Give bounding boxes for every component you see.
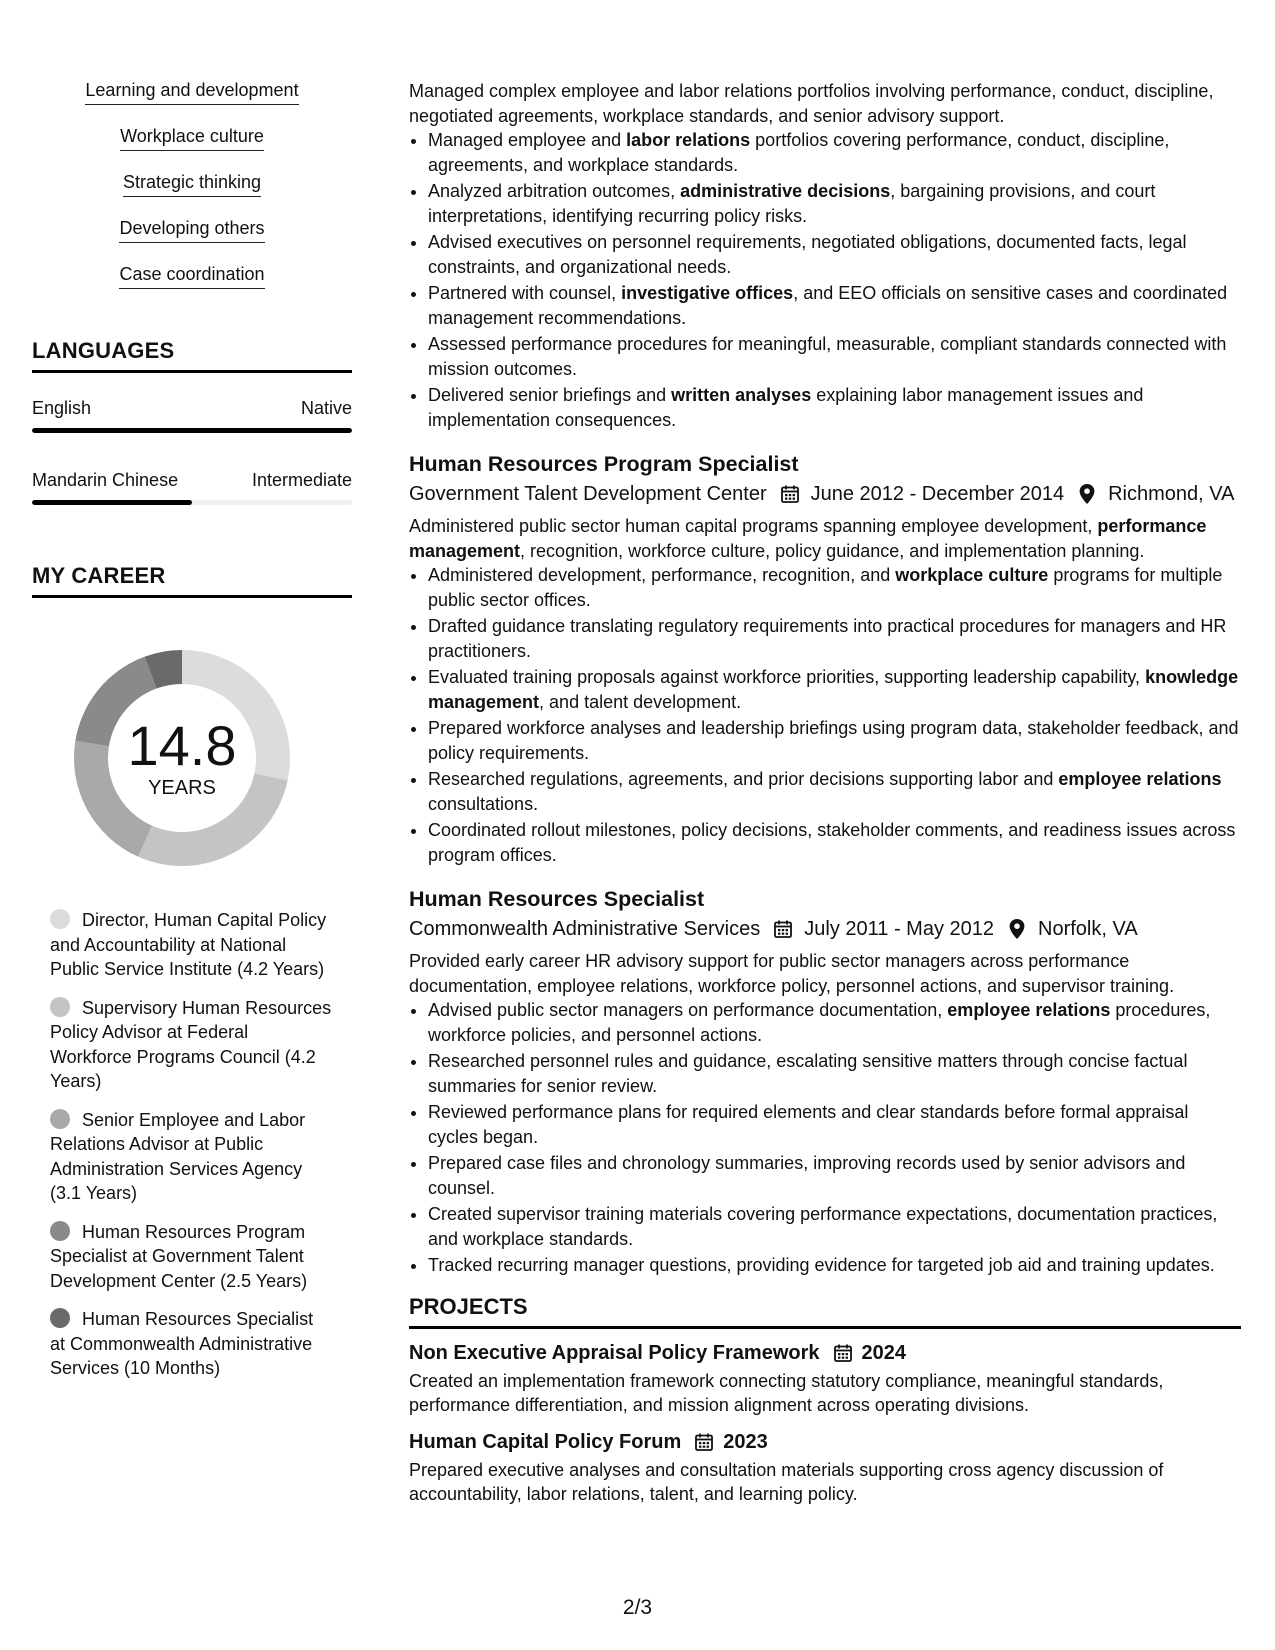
bullet-keyword: investigative offices xyxy=(621,283,794,303)
legend-dot xyxy=(50,1308,70,1328)
bullet-text: programs for multiple public sector offices. xyxy=(428,565,1223,610)
bullet-text: Created supervisor training materials covering performance expectations, documentation practices, and workplace standards. xyxy=(428,1204,1218,1249)
bullet-item xyxy=(428,1151,1241,1200)
calendar-icon xyxy=(693,1431,715,1453)
bullet-text: Analyzed arbitration outcomes, xyxy=(428,181,681,201)
language-level: Native xyxy=(300,398,352,418)
skill-item: Learning and development xyxy=(85,78,298,105)
bullet-text: Assessed performance procedures for meaningful, measurable, compliant standards connected with mission outcomes. xyxy=(428,334,1227,379)
bullet-text: Advised executives on personnel requirements, negotiated obligations, documented facts, legal constraints, and organizational needs. xyxy=(428,232,1187,277)
bullet-item xyxy=(428,1253,1241,1278)
bullet-item xyxy=(428,179,1241,228)
project-header xyxy=(409,1339,1241,1367)
bullet-text: Managed employee and xyxy=(428,130,627,150)
summary-keyword: performance management xyxy=(409,516,1207,561)
bullet-item xyxy=(428,281,1241,330)
project-entry xyxy=(409,1428,1241,1507)
project-entry xyxy=(409,1339,1241,1418)
job-company: Government Talent Development Center xyxy=(409,483,767,505)
legend-item xyxy=(50,1108,332,1206)
calendar-icon xyxy=(772,918,794,940)
language-bar-fill xyxy=(32,428,352,433)
sidebar xyxy=(32,78,352,1395)
job-summary xyxy=(409,514,1241,563)
legend-label: Director, Human Capital Policy and Accountability at National Public Service Institute (4.2 Years) xyxy=(50,910,327,979)
legend-item xyxy=(50,1307,332,1381)
job-meta xyxy=(409,480,1241,508)
bullet-keyword: administrative decisions xyxy=(680,181,891,201)
bullet-text: portfolios covering performance, conduct, discipline, agreements, and workplace standards. xyxy=(428,130,1170,175)
donut-center xyxy=(62,638,302,878)
bullet-item xyxy=(428,563,1241,612)
legend-item xyxy=(50,1220,332,1294)
career-total-unit: YEARS xyxy=(148,776,216,799)
job-summary: Managed complex employee and labor relations portfolios involving performance, conduct, discipline, negotiated agreements, workplace standards, and senior advisory support. xyxy=(409,81,1214,126)
bullet-keyword: workplace culture xyxy=(895,565,1049,585)
bullet-item xyxy=(428,818,1241,867)
legend-label: Supervisory Human Resources Policy Advisor at Federal Workforce Programs Council (4.2 Years) xyxy=(50,997,332,1091)
bullet-item xyxy=(428,614,1241,663)
page-number: 2/3 xyxy=(622,1596,653,1619)
legend-dot xyxy=(50,997,70,1017)
job-company: Commonwealth Administrative Services xyxy=(409,918,761,940)
language-bar xyxy=(32,428,352,433)
bullet-text: Researched regulations, agreements, and prior decisions supporting labor and xyxy=(428,769,1059,789)
legend-label: Senior Employee and Labor Relations Advisor at Public Administration Services Agency (3.1 Years) xyxy=(50,1109,306,1203)
job-summary: Provided early career HR advisory support for public sector managers across performance documentation, employee relations, workforce policy, personnel actions, and supervisor training. xyxy=(409,951,1175,996)
summary-text: , recognition, workforce culture, policy guidance, and implementation planning. xyxy=(520,540,1145,561)
bullet-keyword: labor relations xyxy=(626,130,751,150)
bullet-text: Advised public sector managers on performance documentation, xyxy=(428,1000,948,1020)
bullet-keyword: employee relations xyxy=(1058,769,1222,789)
bullet-item xyxy=(428,665,1241,714)
project-year: 2023 xyxy=(723,1430,768,1453)
bullet-text: Coordinated rollout milestones, policy decisions, stakeholder comments, and readiness issues across program offices. xyxy=(428,820,1236,865)
languages-list xyxy=(32,397,352,505)
job-location: Richmond, VA xyxy=(1108,483,1235,505)
bullet-item xyxy=(428,383,1241,432)
bullet-text: Partnered with counsel, xyxy=(428,283,622,303)
experience-entry xyxy=(409,79,1241,432)
bullet-text: explaining labor management issues and implementation consequences. xyxy=(428,385,1144,430)
legend-dot xyxy=(50,1221,70,1241)
language-name: Mandarin Chinese xyxy=(32,470,179,490)
legend-item xyxy=(50,908,332,982)
calendar-icon xyxy=(779,483,801,505)
map-pin-icon xyxy=(1076,483,1098,505)
bullet-keyword: written analyses xyxy=(671,385,812,405)
job-dates: July 2011 - May 2012 xyxy=(804,918,994,940)
language-row xyxy=(32,397,352,419)
language-bar-fill xyxy=(32,500,192,505)
bullet-text: consultations. xyxy=(428,793,539,814)
project-name: Non Executive Appraisal Policy Framework xyxy=(409,1341,820,1364)
skill-item: Workplace culture xyxy=(120,124,264,151)
bullet-text: Tracked recurring manager questions, providing evidence for targeted job aid and training updates. xyxy=(428,1255,1215,1275)
bullet-text: Delivered senior briefings and xyxy=(428,385,672,405)
legend-dot xyxy=(50,1109,70,1129)
bullet-text: Drafted guidance translating regulatory requirements into practical procedures for managers and HR practitioners. xyxy=(428,616,1227,661)
bullet-text: Administered development, performance, recognition, and xyxy=(428,565,896,585)
bullet-item xyxy=(428,128,1241,177)
bullet-item xyxy=(428,767,1241,816)
job-meta xyxy=(409,915,1241,943)
legend-label: Human Resources Program Specialist at Government Talent Development Center (2.5 Years) xyxy=(50,1221,308,1291)
job-title: Human Resources Program Specialist xyxy=(409,452,799,476)
project-header xyxy=(409,1428,1241,1456)
bullet-text: , and talent development. xyxy=(539,691,742,712)
bullet-text: , and EEO officials on sensitive cases and coordinated management recommendations. xyxy=(428,283,1228,328)
skill-item: Case coordination xyxy=(119,262,264,289)
map-pin-icon xyxy=(1006,918,1028,940)
language-bar xyxy=(32,500,352,505)
bullet-item xyxy=(428,1202,1241,1251)
language-level: Intermediate xyxy=(251,470,352,490)
bullet-keyword: knowledge management xyxy=(428,667,1239,712)
bullet-text: Reviewed performance plans for required elements and clear standards before formal appraisal cycles began. xyxy=(428,1102,1189,1147)
main-content xyxy=(409,79,1241,1507)
summary-text: Administered public sector human capital programs spanning employee development, xyxy=(409,516,1098,536)
job-bullets xyxy=(409,998,1241,1278)
bullet-text: Prepared case files and chronology summaries, improving records used by senior advisors and counsel. xyxy=(428,1153,1186,1198)
bullet-item xyxy=(428,1049,1241,1098)
skill-item: Strategic thinking xyxy=(123,170,261,197)
job-location: Norfolk, VA xyxy=(1038,918,1138,940)
experience-entry xyxy=(409,450,1241,867)
project-description: Created an implementation framework connecting statutory compliance, meaningful standards, performance differentiation, and mission alignment across operating divisions. xyxy=(409,1370,1164,1415)
project-name: Human Capital Policy Forum xyxy=(409,1430,682,1453)
languages-heading: LANGUAGES xyxy=(32,338,352,373)
bullet-text: procedures, workforce policies, and personnel actions. xyxy=(428,1000,1211,1045)
experience-entry xyxy=(409,885,1241,1278)
job-dates: June 2012 - December 2014 xyxy=(810,483,1065,505)
bullet-item xyxy=(428,332,1241,381)
bullet-keyword: employee relations xyxy=(947,1000,1111,1020)
language-name: English xyxy=(32,398,92,418)
calendar-icon xyxy=(832,1342,854,1364)
skills-list xyxy=(32,78,352,308)
job-bullets xyxy=(409,128,1241,432)
career-donut-chart xyxy=(62,638,302,878)
project-year: 2024 xyxy=(861,1341,907,1364)
career-legend xyxy=(50,908,332,1381)
job-bullets xyxy=(409,563,1241,867)
bullet-item xyxy=(428,1100,1241,1149)
bullet-item xyxy=(428,716,1241,765)
projects-heading: PROJECTS xyxy=(409,1294,1241,1329)
career-heading: MY CAREER xyxy=(32,563,352,598)
bullet-item xyxy=(428,230,1241,279)
skill-item: Developing others xyxy=(119,216,264,243)
language-row xyxy=(32,469,352,491)
bullet-text: Researched personnel rules and guidance, escalating sensitive matters through concise factual summaries for senior review. xyxy=(428,1051,1188,1096)
legend-dot xyxy=(50,909,70,929)
bullet-text: Evaluated training proposals against workforce priorities, supporting leadership capability, xyxy=(428,667,1146,687)
bullet-text: , bargaining provisions, and court interpretations, identifying recurring policy risks. xyxy=(428,181,1156,226)
bullet-text: Prepared workforce analyses and leadership briefings using program data, stakeholder feedback, and policy requirements. xyxy=(428,718,1239,763)
legend-label: Human Resources Specialist at Commonwealth Administrative Services (10 Months) xyxy=(50,1309,314,1378)
job-title: Human Resources Specialist xyxy=(409,887,705,911)
bullet-item xyxy=(428,998,1241,1047)
legend-item xyxy=(50,996,332,1094)
project-description: Prepared executive analyses and consultation materials supporting cross agency discussion of accountability, labor relations, talent, and learning policy. xyxy=(409,1459,1164,1504)
career-total-years: 14.8 xyxy=(127,713,237,777)
